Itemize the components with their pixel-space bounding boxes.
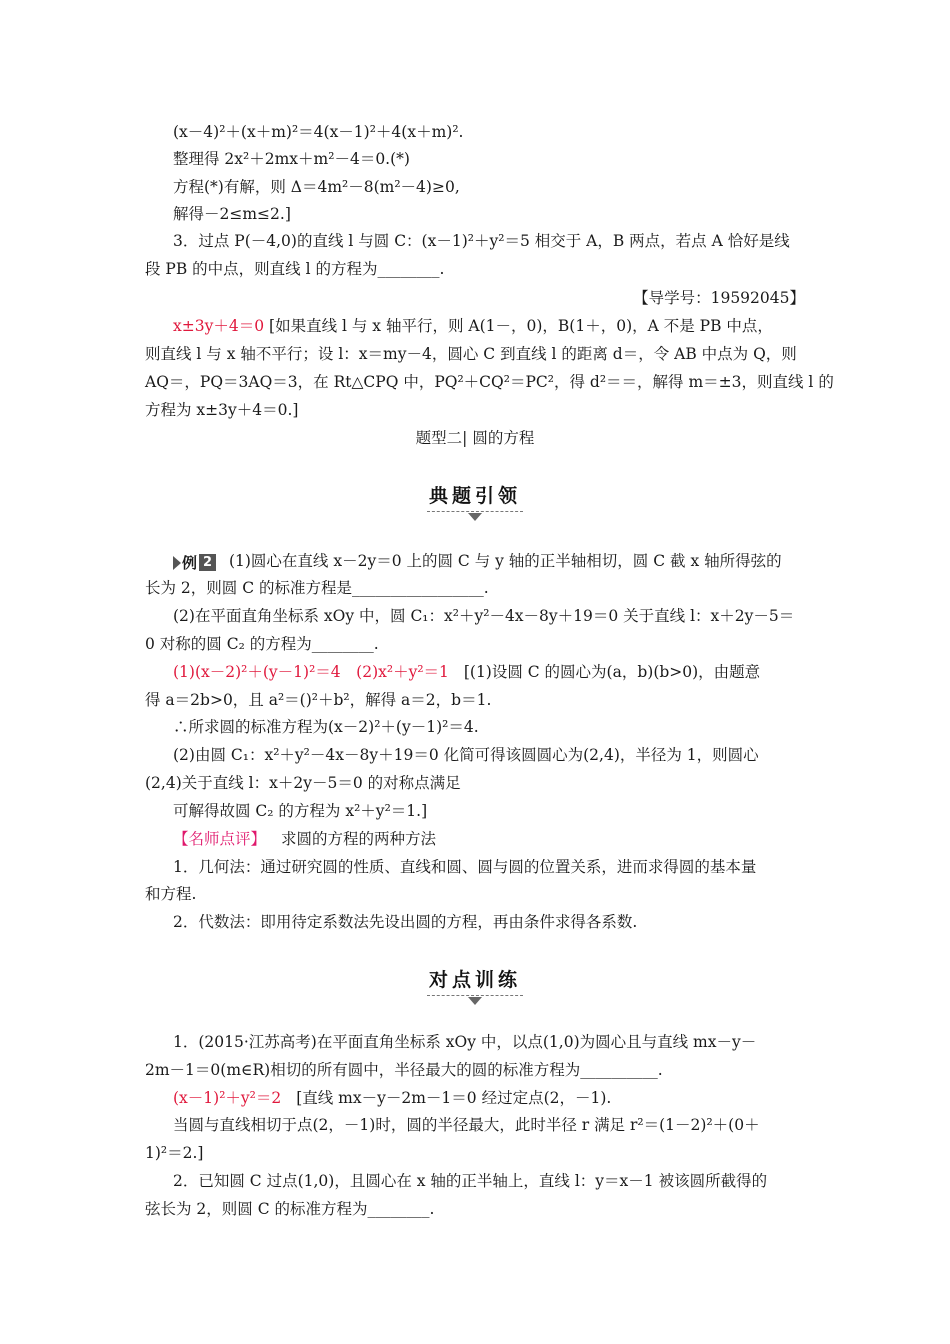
q3-solution-line-2: 则直线 l 与 x 轴不平行；设 l：x＝my－4，圆心 C 到直线 l 的距离 d＝，令 AB 中点为 Q，则 [145, 345, 797, 363]
banner-example [380, 484, 570, 512]
practice1-solution-line-1 [173, 1087, 611, 1109]
example2-solution-line-2: 得 a＝2b>0，且 a²＝()²＋b²，解得 a＝2，b＝1. [145, 691, 492, 709]
example2-solution-line-1 [173, 661, 760, 683]
example2-line-3: (2)在平面直角坐标系 xOy 中，圆 C₁：x²＋y²－4x－8y＋19＝0 关于直线 l：x＋2y－5＝ [173, 607, 795, 625]
banner-example-title: 典题引领 [428, 485, 521, 507]
q3-solution-line-1 [173, 315, 773, 337]
practice1-solution-line-3: 1)²＝2.] [145, 1144, 204, 1162]
q3-answer: x±3y＋4＝0 [173, 317, 265, 335]
derivation-line-2: 整理得 2x²＋2mx＋m²－4＝0.(*) [173, 150, 410, 168]
practice1-solution-text-1: [直线 mx－y－2m－1＝0 经过定点(2，－1). [296, 1089, 612, 1107]
section-title: 题型二| 圆的方程 [415, 429, 535, 447]
practice1-line-1: 1．(2015·江苏高考)在平面直角坐标系 xOy 中，以点(1,0)为圆心且与直线 mx－y－ [173, 1033, 757, 1051]
example2-solution-line-4: (2)由圆 C₁：x²＋y²－4x－8y＋19＝0 化简可得该圆圆心为(2,4)，半径为 1，则圆心 [173, 746, 759, 764]
teacher-comment-title: 求圆的方程的两种方法 [280, 830, 436, 848]
derivation-line-1: (x－4)²＋(x＋m)²＝4(x－1)²＋4(x＋m)². [173, 123, 464, 141]
example-tag [173, 551, 216, 574]
banner-practice [380, 968, 570, 996]
q3-line-2: 段 PB 的中点，则直线 l 的方程为________. [145, 260, 445, 278]
practice2-line-2: 弦长为 2，则圆 C 的标准方程为________. [145, 1200, 435, 1218]
example2-solution-text-1: [(1)设圆 C 的圆心为(a，b)(b>0)，由题意 [463, 663, 761, 681]
derivation-line-4: 解得－2≤m≤2.] [173, 205, 291, 223]
banner-practice-title: 对点训练 [428, 969, 521, 991]
method-2: 2．代数法：即用待定系数法先设出圆的方程，再由条件求得各系数. [173, 913, 638, 931]
example2-solution-line-6: 可解得故圆 C₂ 的方程为 x²＋y²＝1.] [173, 802, 428, 820]
example2-line-1 [173, 550, 782, 574]
example-tag-label: 例 [182, 553, 198, 572]
example-tag-number: 2 [199, 554, 216, 571]
practice1-solution-line-2: 当圆与直线相切于点(2，－1)时，圆的半径最大，此时半径 r 满足 r²＝(1－2)²＋(0＋ [173, 1116, 760, 1134]
triangle-right-icon [173, 556, 181, 570]
example2-line-4: 0 对称的圆 C₂ 的方程为________. [145, 635, 379, 653]
triangle-down-icon [468, 997, 482, 1005]
practice1-line-2: 2m－1＝0(m∈R)相切的所有圆中，半径最大的圆的标准方程为__________. [145, 1061, 663, 1079]
example2-answer: (1)(x－2)²＋(y－1)²＝4 (2)x²＋y²＝1 [173, 663, 449, 681]
practice2-line-1: 2．已知圆 C 过点(1,0)，且圆心在 x 轴的正半轴上，直线 l：y＝x－1 被该圆所截得的 [173, 1172, 768, 1190]
banner-underline [427, 995, 523, 996]
teacher-comment-heading [173, 828, 436, 850]
example2-line-2: 长为 2，则圆 C 的标准方程是_________________. [145, 579, 489, 597]
q3-solution-line-3: AQ＝，PQ＝3AQ＝3，在 Rt△CPQ 中，PQ²＋CQ²＝PC²，得 d²＝＝，解得 m＝±3，则直线 l 的 [145, 373, 834, 391]
example2-solution-line-5: (2,4)关于直线 l：x＋2y－5＝0 的对称点满足 [145, 774, 461, 792]
banner-underline [427, 511, 523, 512]
example2-text-1: (1)圆心在直线 x－2y＝0 上的圆 C 与 y 轴的正半轴相切，圆 C 截 x 轴所得弦的 [228, 552, 782, 570]
q3-solution-line-4: 方程为 x±3y＋4＝0.] [145, 401, 299, 419]
q3-solution-text-1: [如果直线 l 与 x 轴平行，则 A(1－，0)，B(1＋，0)，A 不是 PB 中点， [269, 317, 773, 335]
method-1-line-1: 1．几何法：通过研究圆的性质、直线和圆、圆与圆的位置关系，进而求得圆的基本量 [173, 858, 757, 876]
guide-number: 【导学号：19592045】 [633, 289, 805, 307]
example2-solution-line-3: ∴所求圆的标准方程为(x－2)²＋(y－1)²＝4. [173, 718, 479, 736]
triangle-down-icon [468, 513, 482, 521]
practice1-answer: (x－1)²＋y²＝2 [173, 1089, 282, 1107]
q3-line-1: 3．过点 P(－4,0)的直线 l 与圆 C：(x－1)²＋y²＝5 相交于 A，B 两点，若点 A 恰好是线 [173, 232, 790, 250]
derivation-line-3: 方程(*)有解，则 Δ＝4m²－8(m²－4)≥0, [173, 178, 460, 196]
method-1-line-2: 和方程. [145, 885, 197, 903]
teacher-comment-tag: 【名师点评】 [173, 830, 267, 848]
